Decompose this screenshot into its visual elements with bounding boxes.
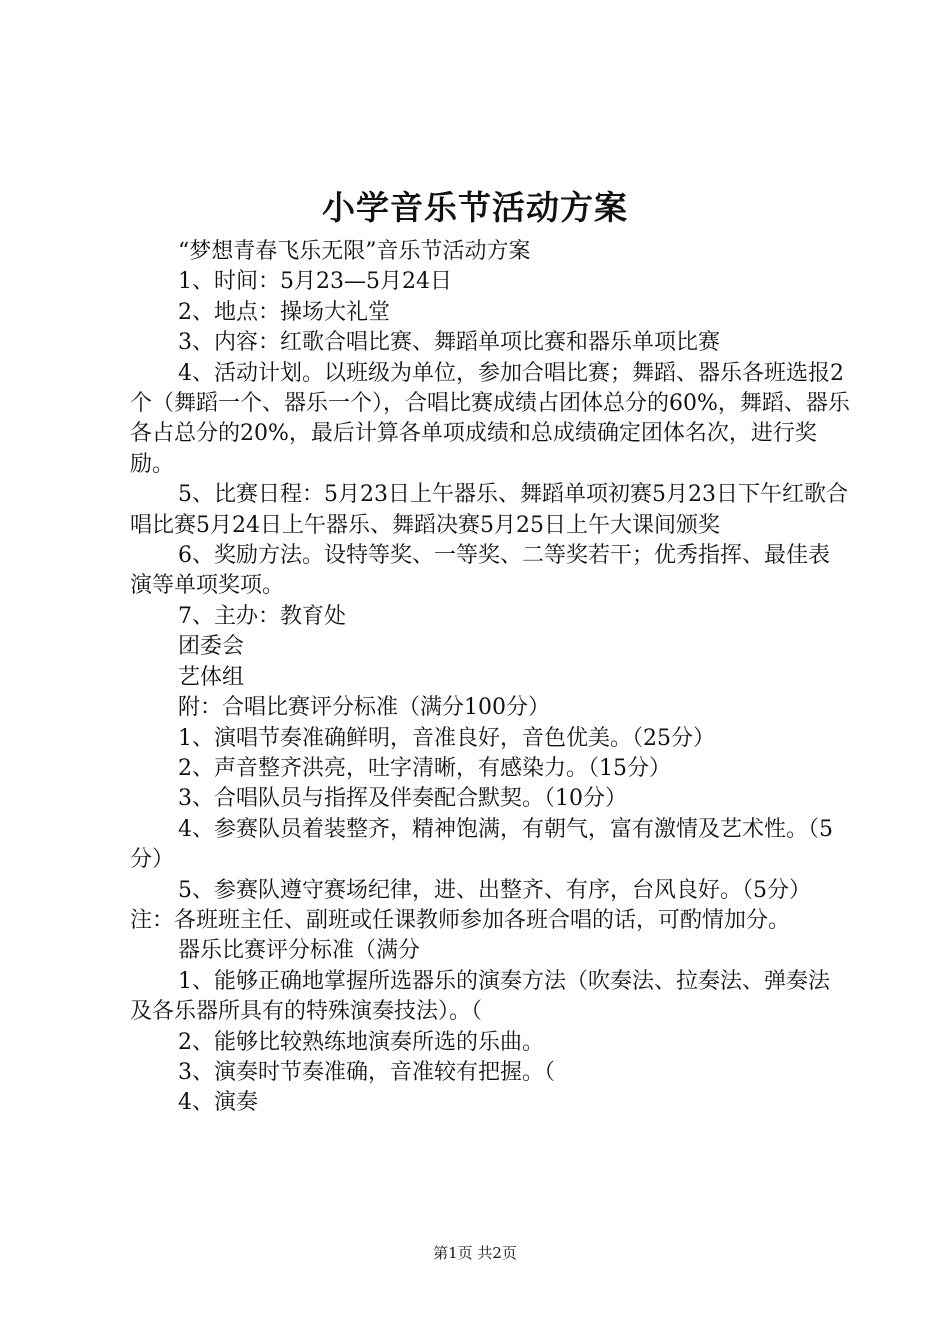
paragraph-instrument-criteria-title: 器乐比赛评分标准（满分: [178, 938, 421, 964]
paragraph-choir-criterion-2: 2、声音整齐洪亮，吐字清晰，有感染力。（15分）: [178, 755, 671, 781]
paragraph-choir-criteria-title: 附：合唱比赛评分标准（满分100分）: [178, 695, 550, 721]
paragraph-instrument-criterion-3: 3、演奏时节奏准确，音准较有把握。（: [178, 1059, 555, 1085]
paragraph-location: 2、地点：操场大礼堂: [178, 299, 390, 325]
paragraph-content: 3、内容：红歌合唱比赛、舞蹈单项比赛和器乐单项比赛: [178, 330, 720, 356]
paragraph-choir-criterion-3: 3、合唱队员与指挥及伴奏配合默契。（10分）: [178, 786, 627, 812]
paragraph-choir-criterion-4: 4、参赛队员着装整齐，精神饱满，有朝气，富有激情及艺术性。（5分）: [130, 816, 833, 873]
paragraph-choir-criterion-5: 5、参赛队遵守赛场纪律，进、出整齐、有序，台风良好。（5分）注：各班班主任、副班或任课教师参加各班合唱的话，可酌情加分。: [130, 877, 811, 933]
paragraph-subtitle: “梦想青春飞乐无限”音乐节活动方案: [178, 239, 531, 264]
paragraph-awards: 6、奖励方法。设特等奖、一等奖、二等奖若干；优秀指挥、最佳表演等单项奖项。: [130, 543, 830, 599]
paragraph-time: 1、时间：5月23—5月24日: [178, 269, 452, 295]
paragraph-organizer-3: 艺体组: [178, 664, 245, 690]
document-title: 小学音乐节活动方案: [322, 188, 628, 227]
paragraph-schedule: 5、比赛日程：5月23日上午器乐、舞蹈单项初赛5月23日下午红歌合唱比赛5月24日上午器乐、舞蹈决赛5月25日上午大课间颁奖: [130, 482, 848, 538]
paragraph-choir-criterion-1: 1、演唱节奏准确鲜明，音准良好，音色优美。（25分）: [178, 725, 715, 751]
paragraph-organizer: 7、主办：教育处: [178, 603, 346, 629]
paragraph-instrument-criterion-1: 1、能够正确地掌握所选器乐的演奏方法（吹奏法、拉奏法、弹奏法及各乐器所具有的特殊演奏技法）。（: [130, 968, 830, 1025]
paragraph-instrument-criterion-4: 4、演奏: [178, 1090, 258, 1116]
document-body: [130, 237, 850, 1119]
page-footer: 第1页 共2页: [433, 1244, 517, 1262]
paragraph-instrument-criterion-2: 2、能够比较熟练地演奏所选的乐曲。: [178, 1029, 544, 1055]
paragraph-plan: 4、活动计划。以班级为单位，参加合唱比赛；舞蹈、器乐各班选报2个（舞蹈一个、器乐一个），合唱比赛成绩占团体总分的60%，舞蹈、器乐各占总分的20%，最后计算各单项成绩和总成绩确定团体名次，进行奖励。: [130, 360, 850, 477]
paragraph-organizer-2: 团委会: [178, 634, 245, 660]
